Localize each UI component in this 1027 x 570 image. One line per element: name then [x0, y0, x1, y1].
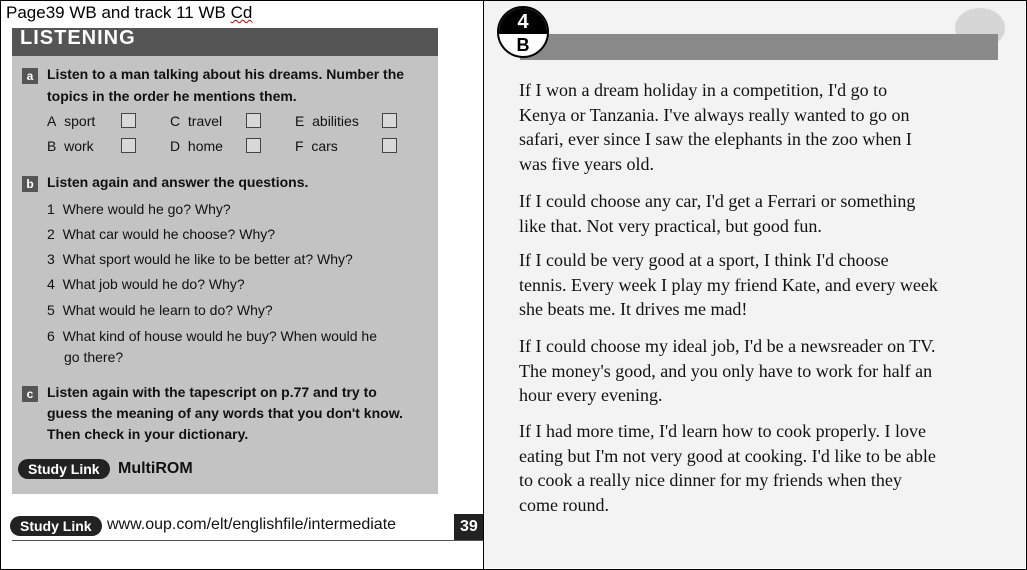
question-6: 6 What kind of house would he buy? When would he [47, 328, 377, 344]
topic-c: C travel [170, 113, 223, 129]
paragraph-line: eating but I'm not very good at cooking. I'd like to be able [519, 445, 936, 466]
section-c-line-3: Then check in your dictionary. [47, 426, 249, 442]
topic-f: F cars [295, 138, 338, 154]
listening-title: LISTENING [20, 27, 136, 49]
section-c-badge: c [22, 386, 38, 402]
caption-text: Page39 WB and track 11 WB [6, 3, 231, 22]
section-b-badge: b [22, 176, 38, 192]
question-6-continued: go there? [64, 349, 124, 365]
topic-e-checkbox[interactable] [382, 113, 397, 128]
paragraph-holiday [519, 78, 995, 176]
unit-header-bar [520, 34, 998, 60]
question-3: 3 What sport would he like to be better at? Why? [47, 251, 353, 267]
question-2: 2 What car would he choose? Why? [47, 226, 276, 242]
section-c-line-1: Listen again with the tapescript on p.77 and try to [47, 384, 377, 400]
paragraph-line: she beats me. It drives me mad! [519, 299, 748, 319]
paragraph-line: If I could choose my ideal job, I'd be a newsreader on TV. [519, 336, 936, 356]
paragraph-line: come round. [519, 494, 609, 515]
paragraph-cooking [519, 419, 995, 517]
unit-letter: B [516, 35, 530, 55]
page-caption [6, 3, 252, 23]
paragraph-line: If I could choose any car, I'd get a Ferrari or something [519, 191, 916, 211]
paragraph-line: If I had more time, I'd learn how to cook properly. I love [519, 421, 926, 441]
section-b-instruction: Listen again and answer the questions. [47, 174, 309, 190]
topic-a-checkbox[interactable] [121, 113, 136, 128]
paragraph-line: If I won a dream holiday in a competition, I'd go to [519, 80, 888, 100]
question-4: 4 What job would he do? Why? [47, 276, 245, 292]
footer-rule [12, 540, 484, 541]
paragraph-line: tennis. Every week I play my friend Kate, and every week [519, 274, 938, 295]
topic-b: B work [47, 138, 94, 154]
footer-study-link-badge: Study Link [10, 516, 102, 536]
caption-misspelled-word: Cd [230, 3, 253, 22]
topic-d: D home [170, 138, 223, 154]
paragraph-line: safari, ever since I saw the elephants in the zoo when I [519, 129, 912, 149]
topic-a: A sport [47, 113, 96, 129]
paragraph-sport [519, 248, 995, 322]
paragraph-line: was five years old. [519, 153, 654, 174]
topic-d-checkbox[interactable] [246, 138, 261, 153]
footer-url-link[interactable]: www.oup.com/elt/englishfile/intermediate [107, 516, 397, 533]
section-a-badge: a [22, 68, 38, 84]
unit-badge [497, 6, 549, 58]
paragraph-line: The money's good, and you only have to work for half an [519, 360, 933, 381]
topic-c-checkbox[interactable] [246, 113, 261, 128]
topic-f-checkbox[interactable] [382, 138, 397, 153]
question-1: 1 Where would he go? Why? [47, 201, 231, 217]
topic-b-checkbox[interactable] [121, 138, 136, 153]
study-link-badge: Study Link [18, 459, 110, 479]
paragraph-line: hour every evening. [519, 385, 663, 405]
paragraph-line: Kenya or Tanzania. I've always really wanted to go on [519, 104, 910, 125]
multirom-label: MultiROM [118, 460, 193, 477]
unit-number: 4 [499, 8, 547, 34]
paragraph-line: If I could be very good at a sport, I think I'd choose [519, 250, 889, 270]
section-a-instruction-2: topics in the order he mentions them. [47, 88, 297, 104]
paragraph-job [519, 334, 995, 408]
section-a-instruction-1: Listen to a man talking about his dreams. Number the [47, 66, 405, 82]
topic-e: E abilities [295, 113, 359, 129]
paragraph-car [519, 189, 995, 238]
paragraph-line: to cook a really nice dinner for my friends when they [519, 470, 902, 490]
paragraph-line: like that. Not very practical, but good fun. [519, 215, 822, 236]
page-number: 39 [454, 514, 484, 540]
section-c-line-2: guess the meaning of any words that you don't know. [47, 405, 403, 421]
question-5: 5 What would he learn to do? Why? [47, 302, 273, 318]
